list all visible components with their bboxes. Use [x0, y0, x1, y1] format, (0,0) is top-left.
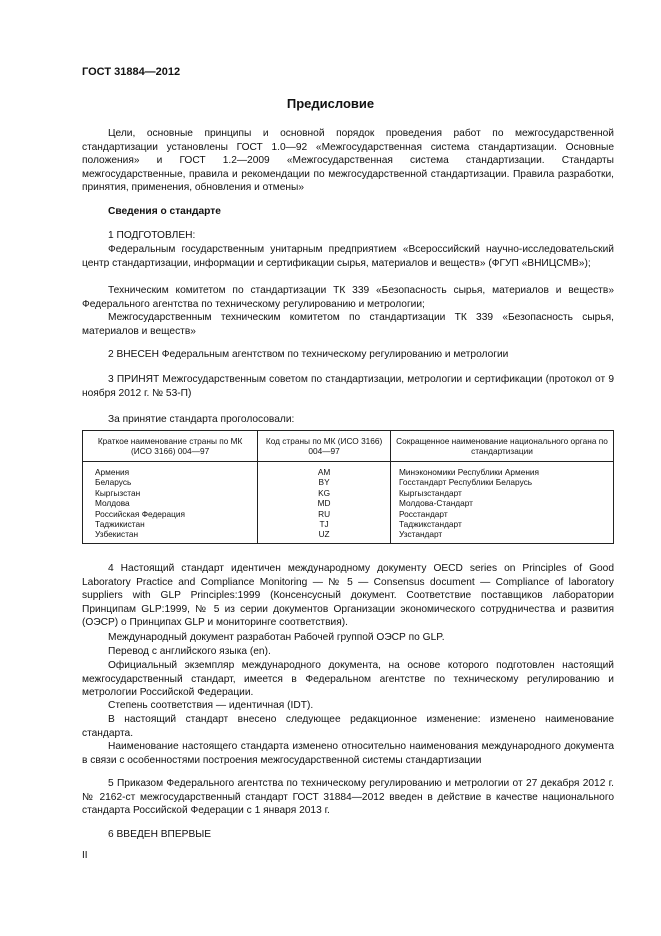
country-code: UZ — [258, 529, 391, 543]
standards-body: Молдова-Стандарт — [390, 498, 613, 508]
info-heading: Сведения о стандарте — [108, 206, 221, 217]
item1-paragraph-3: Межгосударственным техническим комитетом по стандартизации ТК 339 «Безопасность сырья, материалов и веществ» — [82, 312, 614, 337]
table-row — [83, 519, 614, 529]
header-country-code: Код страны по МК (ИСО 3166) 004—97 — [258, 431, 391, 462]
page-number: II — [82, 850, 88, 861]
standard-code-header: ГОСТ 31884—2012 — [82, 66, 181, 78]
country-code: RU — [258, 509, 391, 519]
country-name: Кыргызстан — [83, 488, 258, 498]
standards-body: Кыргызстандарт — [390, 488, 613, 498]
country-name: Молдова — [83, 498, 258, 508]
country-code: MD — [258, 498, 391, 508]
table-header-row — [83, 431, 614, 462]
country-code: BY — [258, 477, 391, 487]
item4-paragraph-2: Международный документ разработан Рабочей группой ОЭСР по GLP. — [108, 632, 445, 643]
standards-body: Росстандарт — [390, 509, 613, 519]
page-title: Предисловие — [286, 96, 375, 111]
header-country-name: Краткое наименование страны по МК (ИСО 3166) 004—97 — [83, 431, 258, 462]
item4-paragraph-4: Официальный экземпляр международного документа, на основе которого подготовлен настоящий межгосударственный стандарт, имеется в Федеральном агентстве по техническому регулированию и метрологии Российской Федерации. — [82, 660, 614, 699]
item2-paragraph: 2 ВНЕСЕН Федеральным агентством по техническому регулированию и метрологии — [108, 349, 509, 360]
table-row — [83, 509, 614, 519]
table-row — [83, 498, 614, 508]
table-row — [83, 462, 614, 478]
item4-paragraph-1: 4 Настоящий стандарт идентичен международному документу OECD series on Principles of Good Laboratory Practice and Compliance Monitoring — № 5 — Consensus document — Compliance of laboratory suppliers with GLP Principles:1999 (Консенсусный документ. Соответствие поставщиков лаборатории Принципам GLP:1999, № 5 из серии документов Организации экономического сотрудничества и развития (ОЭСР) о Принципах GLP и мониторинге соответствия). — [82, 563, 614, 629]
item6-paragraph: 6 ВВЕДЕН ВПЕРВЫЕ — [108, 829, 212, 840]
table-row — [83, 529, 614, 543]
country-code: AM — [258, 462, 391, 478]
item1-paragraph-1: Федеральным государственным унитарным предприятием «Всероссийский научно-исследовательский центр стандартизации, информации и сертификации сырья, материалов и веществ» (ФГУП «ВНИЦСМВ»); — [82, 244, 614, 269]
table-row — [83, 488, 614, 498]
item5-paragraph: 5 Приказом Федерального агентства по техническому регулированию и метрологии от 27 декабря 2012 г. № 2162-ст межгосударственный стандарт ГОСТ 31884—2012 введен в действие в качестве национального стандарта Российской Федерации с 1 января 2013 г. — [82, 778, 614, 817]
voted-caption: За принятие стандарта проголосовали: — [108, 414, 295, 425]
standards-body: Госстандарт Республики Беларусь — [390, 477, 613, 487]
item4-paragraph-3: Перевод с английского языка (en). — [108, 646, 271, 657]
table-row — [83, 477, 614, 487]
country-code: KG — [258, 488, 391, 498]
item4-paragraph-6: В настоящий стандарт внесено следующее редакционное изменение: изменено наименование стандарта. — [82, 714, 614, 739]
country-code: TJ — [258, 519, 391, 529]
standards-body: Минэкономики Республики Армения — [390, 462, 613, 478]
country-name: Армения — [83, 462, 258, 478]
standards-body: Узстандарт — [390, 529, 613, 543]
item1-paragraph-2: Техническим комитетом по стандартизации ТК 339 «Безопасность сырья, материалов и веществ» Федерального агентства по техническому регулированию и метрологии; — [82, 285, 614, 310]
voting-table — [82, 430, 614, 544]
country-name: Российская Федерация — [83, 509, 258, 519]
country-name: Таджикистан — [83, 519, 258, 529]
item4-paragraph-5: Степень соответствия — идентичная (IDT). — [108, 700, 314, 711]
standards-body: Таджикстандарт — [390, 519, 613, 529]
item4-paragraph-7: Наименование настоящего стандарта изменено относительно наименования международного документа в связи с особенностями построения межгосударственной системы стандартизации — [82, 741, 614, 766]
intro-paragraph: Цели, основные принципы и основной порядок проведения работ по межгосударственной стандартизации установлены ГОСТ 1.0—92 «Межгосударственная система стандартизации. Основные положения» и ГОСТ 1.2—2009 «Межгосударственная система стандартизации. Стандарты межгосударственные, правила и рекомендации по межгосударственной стандартизации. Правила разработки, принятия, применения, обновления и отмены» — [82, 128, 614, 194]
item3-paragraph: 3 ПРИНЯТ Межгосударственным советом по стандартизации, метрологии и сертификации (протокол от 9 ноября 2012 г. № 53-П) — [82, 374, 614, 399]
country-name: Беларусь — [83, 477, 258, 487]
item1-label: 1 ПОДГОТОВЛЕН: — [108, 230, 196, 241]
header-standards-body: Сокращенное наименование национального органа по стандартизации — [390, 431, 613, 462]
country-name: Узбекистан — [83, 529, 258, 543]
